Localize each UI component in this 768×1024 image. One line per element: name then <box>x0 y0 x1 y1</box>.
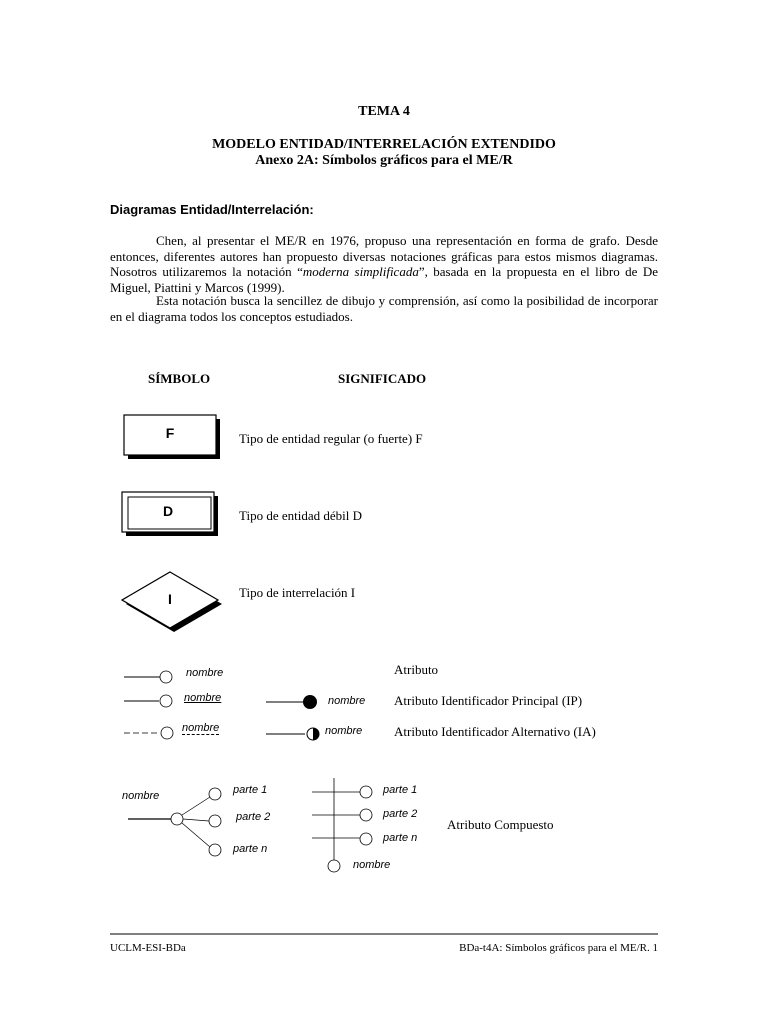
paragraph-1-emphasis: moderna simplificada <box>302 264 419 279</box>
section-heading: Diagramas Entidad/Interrelación: <box>110 202 314 217</box>
composite-alt-part-n: parte n <box>383 832 418 844</box>
id-principal-name-left: nombre <box>184 692 222 704</box>
id-alternative-symbol-left <box>124 727 173 739</box>
composite-alt-part-1: parte 1 <box>383 784 418 796</box>
composite-alt-part-2: parte 2 <box>383 808 418 820</box>
footer-right: BDa-t4A: Símbolos gráficos para el ME/R. 1 <box>459 942 658 954</box>
document-title: MODELO ENTIDAD/INTERRELACIÓN EXTENDIDO <box>212 137 556 152</box>
id-alternative-name-left: nombre <box>182 722 220 734</box>
weak-entity-letter: D <box>162 503 174 519</box>
composite-meaning: Atributo Compuesto <box>447 817 554 832</box>
relationship-letter: I <box>168 591 172 607</box>
strong-entity-letter: F <box>165 425 175 441</box>
id-principal-symbol-right <box>266 695 317 709</box>
composite-alt-name: nombre <box>353 859 391 871</box>
composite-part-2: parte 2 <box>236 811 271 823</box>
attribute-meaning: Atributo <box>394 662 439 677</box>
id-principal-name-right: nombre <box>328 695 366 707</box>
composite-attribute-symbol-right <box>312 778 372 872</box>
tema-number: TEMA 4 <box>358 104 410 119</box>
paragraph-2: Esta notación busca la sencillez de dibujo y comprensión, así como la posibilidad de incorporar en el diagrama todos los conceptos estudiados. <box>110 293 658 324</box>
column-header-meaning: SIGNIFICADO <box>338 371 427 386</box>
attribute-symbol <box>124 671 172 683</box>
composite-part-1: parte 1 <box>233 784 268 796</box>
relationship-meaning: Tipo de interrelación I <box>239 585 356 600</box>
composite-name-label: nombre <box>122 790 160 802</box>
id-principal-meaning: Atributo Identificador Principal (IP) <box>394 693 583 708</box>
paragraph-1-text-a: Chen, al presentar el ME/R en 1976, propuso una representación en forma de grafo. Desde entonces, diferentes autores han propuesto diversas notaciones gráficas para estos mismos diagramas. Nosotros utilizaremos la notación “ <box>110 233 658 279</box>
document-subtitle: Anexo 2A: Símbolos gráficos para el ME/R <box>255 153 513 168</box>
weak-entity-meaning: Tipo de entidad débil D <box>239 508 363 523</box>
id-alternative-meaning: Atributo Identificador Alternativo (IA) <box>394 724 596 739</box>
attribute-name-label: nombre <box>186 667 224 679</box>
id-alternative-name-right: nombre <box>325 725 363 737</box>
paragraph-1-text-b: ”, basada en la propuesta en el libro de De Miguel, Piattini y Marcos (1999). <box>110 264 658 295</box>
column-header-symbol: SÍMBOLO <box>148 371 211 386</box>
strong-entity-meaning: Tipo de entidad regular (o fuerte) F <box>239 431 423 446</box>
composite-part-n: parte n <box>233 843 268 855</box>
id-principal-symbol-left <box>124 695 172 707</box>
id-alternative-symbol-right <box>266 728 319 740</box>
footer-left: UCLM-ESI-BDa <box>110 942 186 954</box>
